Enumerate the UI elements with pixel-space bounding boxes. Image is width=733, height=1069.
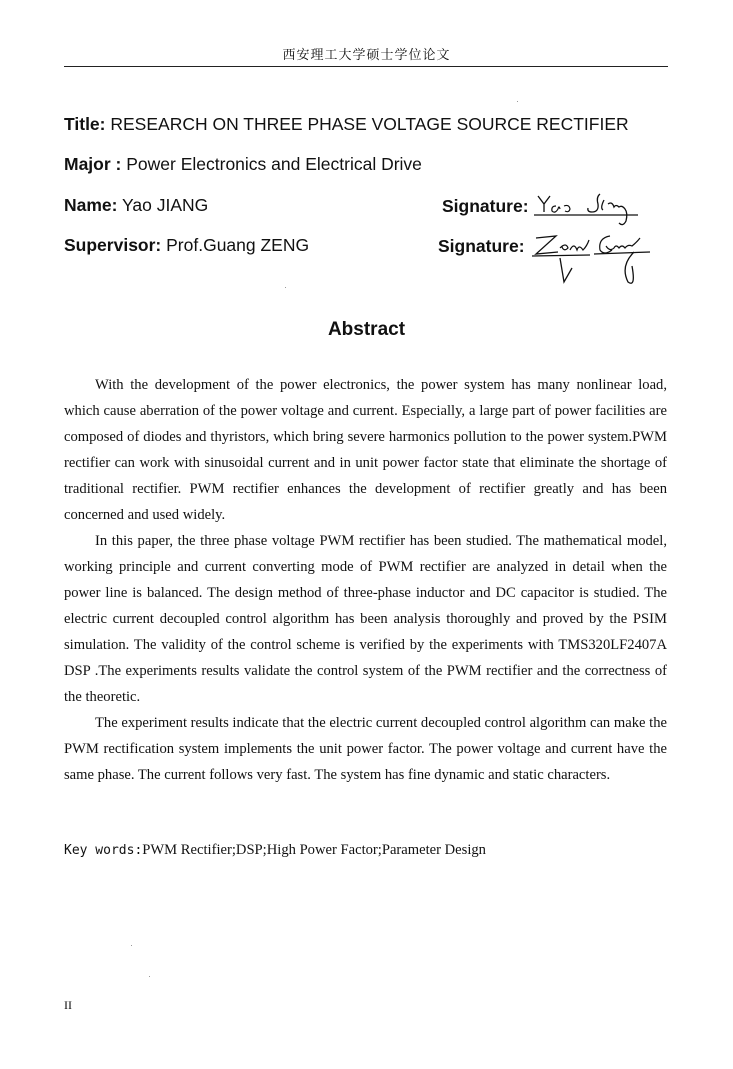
page-number: II [64,998,72,1012]
abstract-paragraph-1: With the development of the power electronics, the power system has many nonlinear load, which cause aberration of the power voltage and current. Especially, a large part of power facilities are composed of diodes and thyristors, which bring severe harmonics pollution to the power system.PWM rectifier can work with sinusoidal current and in unit power factor state that eliminate the shortage of traditional rectifier. PWM rectifier enhances the development of rectifier greatly and has been concerned and used widely. [64,377,667,523]
author-name: Yao JIANG [122,195,209,215]
major-label: Major : [64,154,122,174]
header-rule [64,66,668,67]
scan-speck [285,287,286,288]
supervisor-line [64,235,309,256]
supervisor-signature-label: Signature: [438,236,525,256]
author-signature [534,190,644,230]
abstract-paragraph-3: The experiment results indicate that the electric current decoupled control algorithm can make the PWM rectification system implements the unit power factor. The power voltage and current have the same phase. The current follows very fast. The system has fine dynamic and static characters. [64,715,667,783]
title-label: Title: [64,114,106,134]
thesis-title: RESEARCH ON THREE PHASE VOLTAGE SOURCE RECTIFIER [110,114,629,134]
keywords-line [64,842,486,859]
scan-speck [131,945,132,946]
author-signature-label: Signature: [442,196,529,216]
supervisor-label: Supervisor: [64,235,162,255]
name-line [64,195,208,216]
keywords-value: PWM Rectifier;DSP;High Power Factor;Parameter Design [142,842,486,858]
scan-speck [149,976,150,977]
abstract-body [64,372,667,788]
abstract-paragraph-2: In this paper, the three phase voltage PWM rectifier has been studied. The mathematical model, working principle and current converting mode of PWM rectifier are analyzed in detail when the power line is balanced. The design method of three-phase inductor and DC capacitor is studied. The electric current decoupled control algorithm has been analysis thoroughly and proved by the PSIM simulation. The validity of the control scheme is verified by the experiments with TMS320LF2407A DSP .The experiments results validate the control system of the PWM rectifier and the correctness of the theoretic. [64,533,667,705]
running-header: 西安理工大学硕士学位论文 [282,48,451,63]
major-line [64,154,422,175]
abstract-heading: Abstract [327,319,406,340]
major-value: Power Electronics and Electrical Drive [126,154,422,174]
keywords-label: Key words: [64,843,143,858]
supervisor-name: Prof.Guang ZENG [166,235,310,255]
name-label: Name: [64,195,118,215]
supervisor-signature [530,230,655,296]
thesis-title-line [64,114,629,135]
scan-speck [517,101,518,102]
